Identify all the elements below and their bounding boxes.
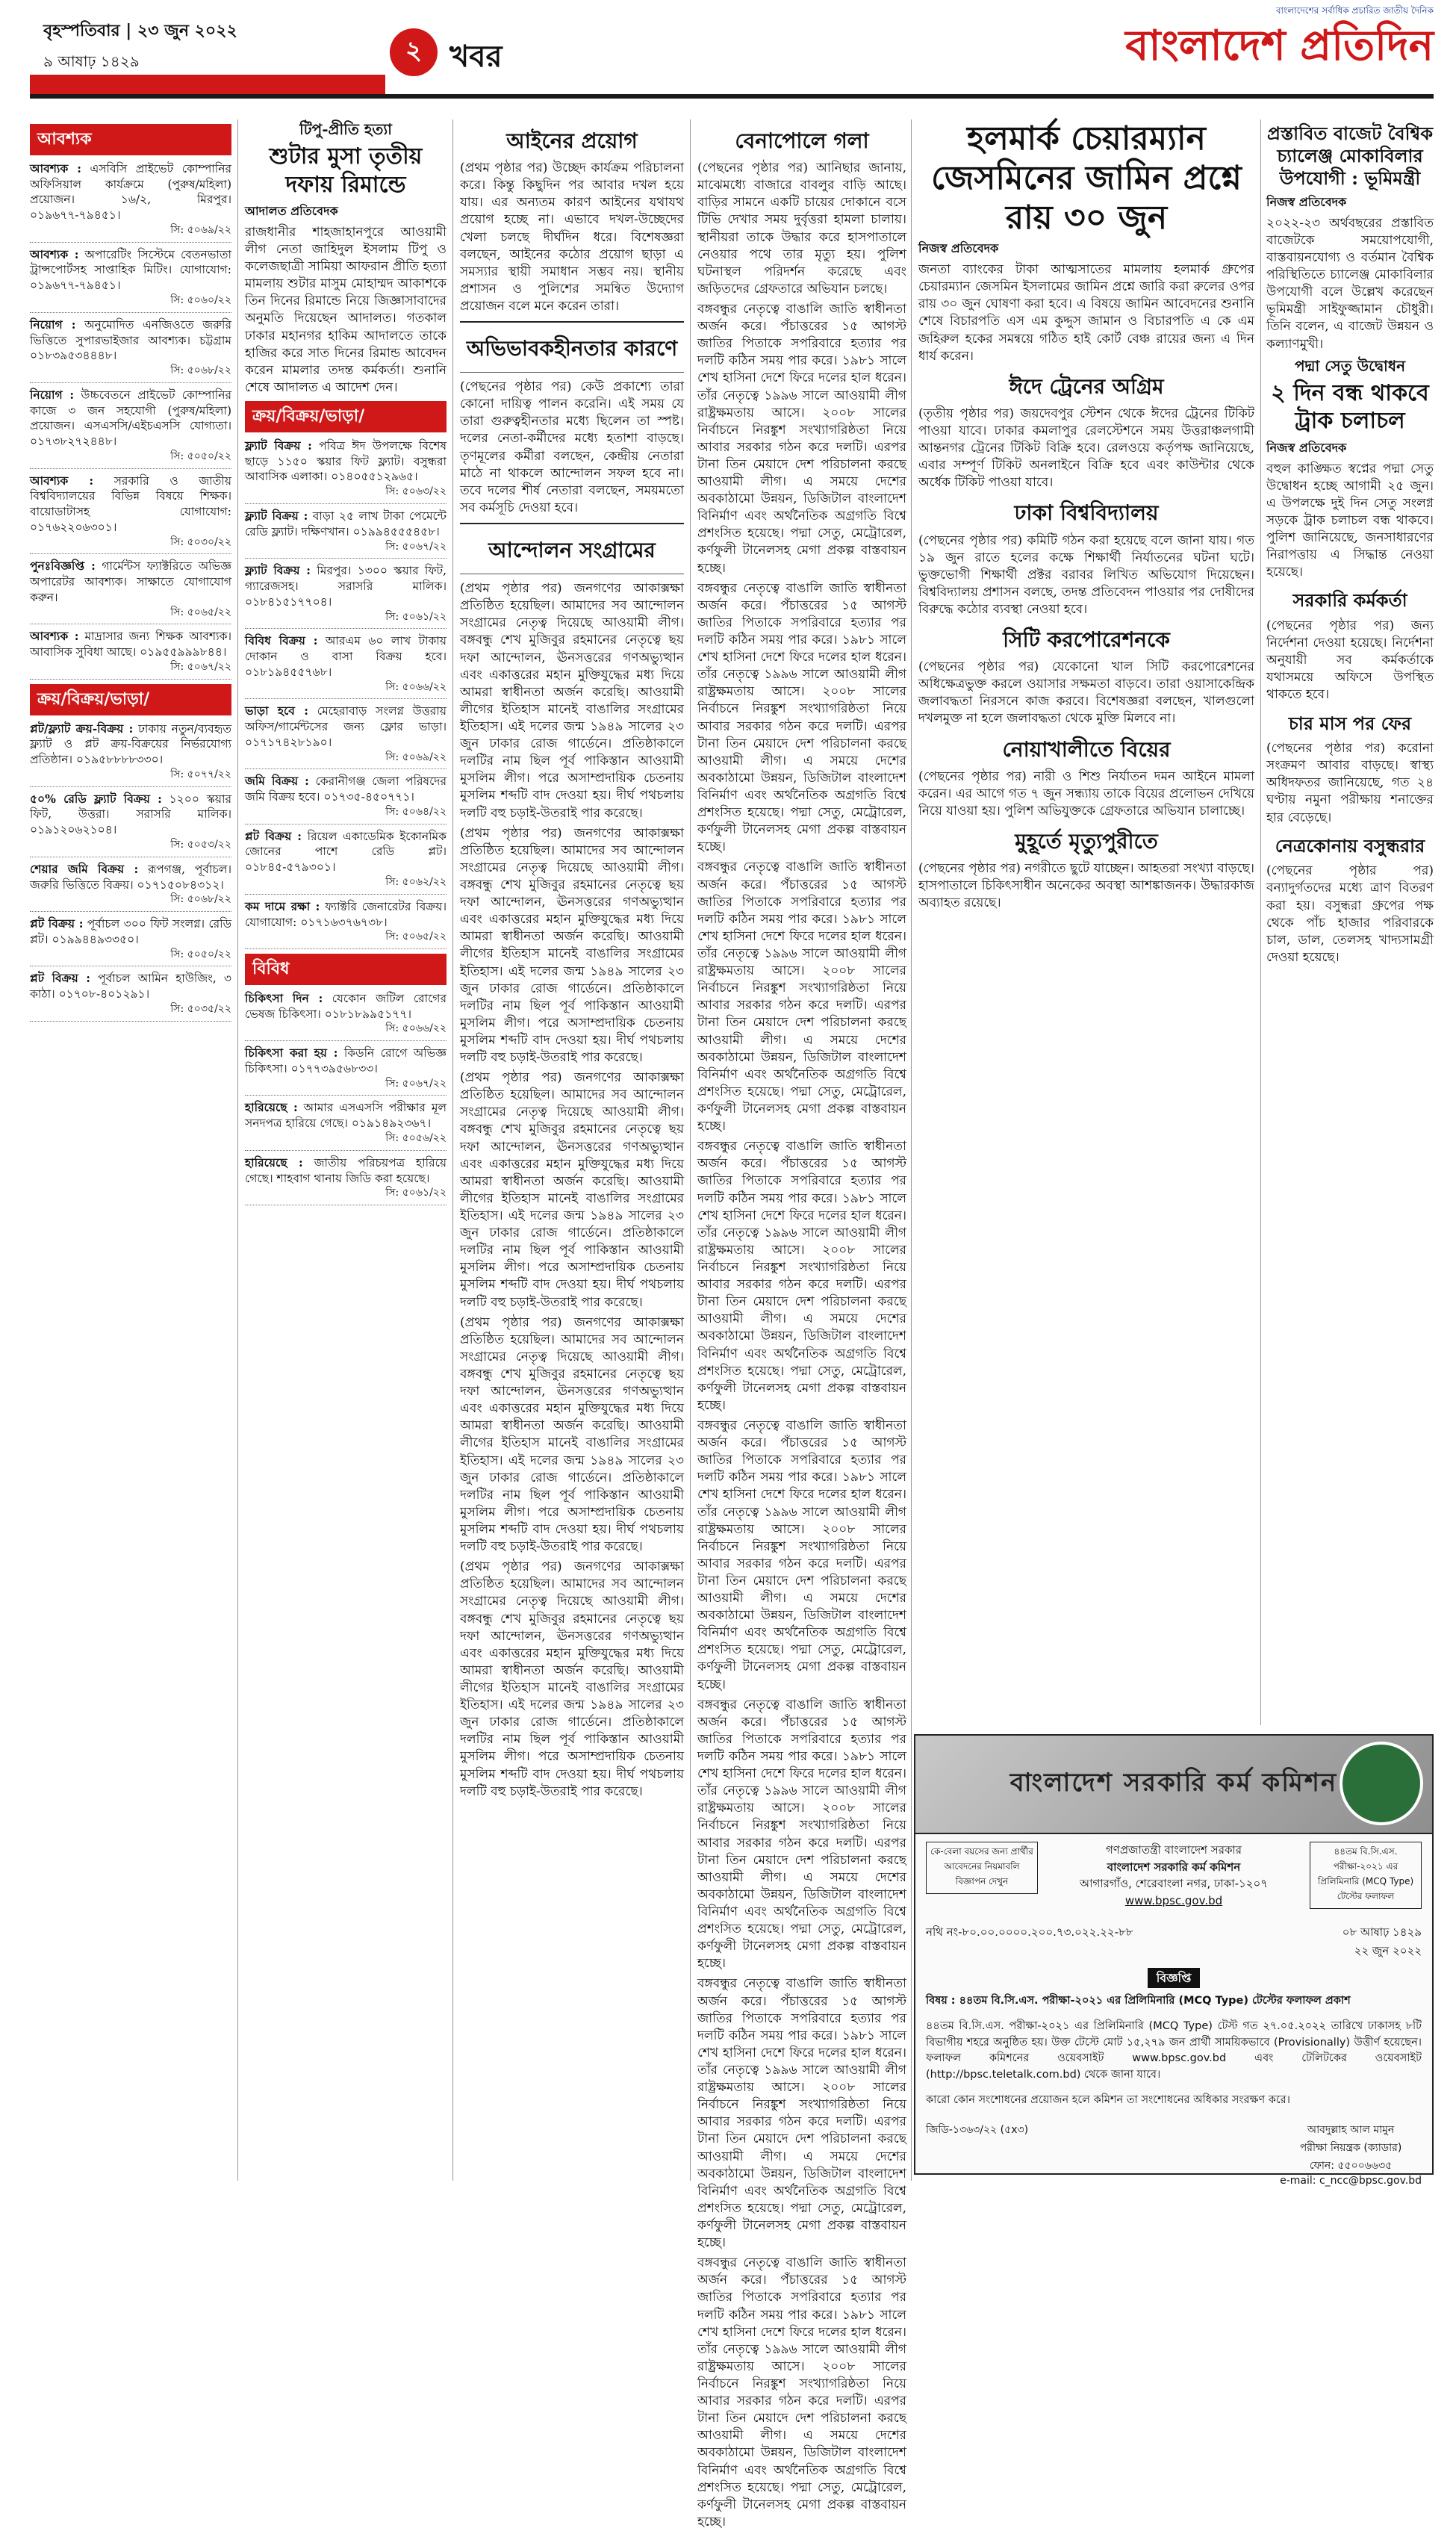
classified-ad: [30, 317, 231, 383]
classified-code: সি: ৫০৬৮/২২: [170, 364, 231, 377]
story-headline: ঈদে ট্রেনের অগ্রিম: [1009, 373, 1164, 399]
classified-lead: আবশ্যক :: [30, 161, 81, 176]
lead-body: জনতা ব্যাংকের টাকা আত্মসাতের মামলায় হলমার্ক গ্রুপের চেয়ারম্যান জেসমিন ইসলামের জামিন প্রশ্নে জারি করা রুলের ওপর রায় ৩০ জুন ঘোষণা করা হবে। এ বিষয়ে জামিন আবেদনের শুনানি শেষে বিচারপতি এস এম কুদ্দুস জামান ও বিচারপতি এ কে এম জহিরুল হকের সমন্বয়ে গঠিত হাই কোর্ট বেঞ্চ রায়ের জন্য এ দিন ধার্য করেন।: [918, 262, 1254, 364]
ad-org-line: বাংলাদেশ সরকারি কর্ম কমিশন: [1107, 1860, 1241, 1874]
classified-text: অপারেটিং সিস্টেমে বেতনভাতা ট্রান্সপোর্টসহ সাপ্তাহিক মিটিং। যোগাযোগ: ০১৯৬৭৭-৭৯৪৫১।: [30, 247, 231, 293]
story-body: ২০২২-২৩ অর্থবছরের প্রস্তাবিত বাজেটকে সময়োপযোগী, বাস্তবায়নযোগ্য ও বর্তমান বৈশ্বিক পরিস্থিতিতে চ্যালেঞ্জ মোকাবিলার উপযোগী বলে উল্লেখ করেছেন ভূমিমন্ত্রী সাইফুজ্জামান চৌধুরী। তিনি বলেন, এ বাজেট উন্নয়ন ও কল্যাণমুখী।: [1266, 215, 1434, 352]
classified-code: সি: ৫০৬৫/২২: [385, 931, 447, 943]
story-body: বঙ্গবন্ধুর নেতৃত্বে বাঙালি জাতি স্বাধীনতা অর্জন করে। পঁচাত্তরের ১৫ আগস্ট জাতির পিতাকে সপরিবারে হত্যার পর দলটি কঠিন সময় পার করে। ১৯৮১ সালে শেখ হাসিনা দেশে ফিরে দলের হাল ধরেন। তাঁর নেতৃত্বে ১৯৯৬ সালে আওয়ামী লীগ রাষ্ট্রক্ষমতায় আসে। ২০০৮ সালের নির্বাচনে নিরঙ্কুশ সংখ্যাগরিষ্ঠতা নিয়ে আবার সরকার গঠন করে দলটি। এরপর টানা তিন মেয়াদে দেশ পরিচালনা করছে আওয়ামী লীগ। এ সময়ে দেশের অবকাঠামো উন্নয়ন, ডিজিটাল বাংলাদেশ বিনির্মাণ এবং অর্থনৈতিক অগ্রগতি বিশ্বে প্রশংসিত হয়েছে। পদ্মা সেতু, মেট্রোরেল, কর্ণফুলী টানেলসহ মেগা প্রকল্প বাস্তবায়ন হচ্ছে।: [697, 2255, 906, 2530]
masthead-tagline: বাংলাদেশের সর্বাধিক প্রচারিত জাতীয় দৈনিক: [1275, 5, 1434, 16]
story-body: (প্রথম পৃষ্ঠার পর) জনগণের আকাক্সক্ষা প্রতিষ্ঠিত হয়েছিল। আমাদের সব আন্দোলন সংগ্রামের নেতৃত্ব দিয়েছে আওয়ামী লীগ। বঙ্গবন্ধু শেখ মুজিবুর রহমানের নেতৃত্বে ছয় দফা আন্দোলন, ঊনসত্তরের গণঅভ্যুত্থান এবং একাত্তরের মহান মুক্তিযুদ্ধের মধ্য দিয়ে আমরা স্বাধীনতা অর্জন করেছি। আওয়ামী লীগের ইতিহাস মানেই বাঙালির সংগ্রামের ইতিহাস। এই দলের জন্ম ১৯৪৯ সালের ২৩ জুন ঢাকার রোজ গার্ডেনে। প্রতিষ্ঠাকালে দলটির নাম ছিল পূর্ব পাকিস্তান আওয়ামী মুসলিম লীগ। পরে অসাম্প্রদায়িক চেতনায় মুসলিম শব্দটি বাদ দেওয়া হয়। দীর্ঘ পথচলায় দলটি বহু চড়াই-উতরাই পার করেছে।: [460, 1314, 684, 1555]
classified-section-heading: বিবিধ: [245, 954, 447, 985]
classified-text: সরকারি ও জাতীয় বিশ্ববিদ্যালয়ের বিভিন্ন বিষয়ে শিক্ষক। বায়োডাটাসহ যোগাযোগ: ০১৭৬২২০৬৩০১।: [30, 473, 231, 534]
classified-code: সি: ৫০৬৭/২২: [385, 540, 447, 553]
classified-code: সি: ৫০৫৩/২২: [170, 839, 231, 851]
story-body: (পেছনের পৃষ্ঠার পর) বন্যাদুর্গতদের মধ্যে ত্রাণ বিতরণ করা হয়। বসুন্ধরা গ্রুপের পক্ষ থেকে পাঁচ হাজার পরিবারকে চাল, ডাল, তেলসহ খাদ্যসামগ্রী দেওয়া হয়েছে।: [1266, 863, 1434, 965]
story-headline: শুটার মুসা তৃতীয় দফায় রিমান্ডে: [269, 143, 423, 198]
column-divider: [690, 119, 691, 2181]
classified-code: সি: ৫০৬৭/২২: [385, 1077, 447, 1090]
ad-memo-number: নথি নং-৮০.০০.০০০০.২০০.৭৩.০২২.২২-৮৮: [926, 1925, 1133, 1939]
classified-lead: নিয়োগ :: [30, 317, 76, 332]
classified-code: সি: ৫০৫০/২২: [170, 450, 231, 462]
story-body: রাজধানীর শাহজাহানপুরে আওয়ামী লীগ নেতা জাহিদুল ইসলাম টিপু ও কলেজছাত্রী সামিয়া আফরান প্রীতি হত্যা মামলায় শুটার মাসুম মোহাম্মদ আকাশকে তিন দিনের রিমান্ডে নিয়ে জিজ্ঞাসাবাদের অনুমতি দিয়েছেন আদালত। গতকাল ঢাকার মহানগর হাকিম আদালতে তাকে হাজির করে সাত দিনের রিমান্ড আবেদন করেন মামলার তদন্ত কর্মকর্তা। শুনানি শেষে আদালত এ আদেশ দেন।: [245, 224, 447, 395]
story-body: বঙ্গবন্ধুর নেতৃত্বে বাঙালি জাতি স্বাধীনতা অর্জন করে। পঁচাত্তরের ১৫ আগস্ট জাতির পিতাকে সপরিবারে হত্যার পর দলটি কঠিন সময় পার করে। ১৯৮১ সালে শেখ হাসিনা দেশে ফিরে দলের হাল ধরেন। তাঁর নেতৃত্বে ১৯৯৬ সালে আওয়ামী লীগ রাষ্ট্রক্ষমতায় আসে। ২০০৮ সালের নির্বাচনে নিরঙ্কুশ সংখ্যাগরিষ্ঠতা নিয়ে আবার সরকার গঠন করে দলটি। এরপর টানা তিন মেয়াদে দেশ পরিচালনা করছে আওয়ামী লীগ। এ সময়ে দেশের অবকাঠামো উন্নয়ন, ডিজিটাল বাংলাদেশ বিনির্মাণ এবং অর্থনৈতিক অগ্রগতি বিশ্বে প্রশংসিত হয়েছে। পদ্মা সেতু, মেট্রোরেল, কর্ণফুলী টানেলসহ মেগা প্রকল্প বাস্তবায়ন হচ্ছে।: [697, 1697, 906, 1972]
classified-lead: প্লট বিক্রয় :: [245, 828, 302, 843]
ad-org-line: গণপ্রজাতন্ত্রী বাংলাদেশ সরকার: [1105, 1843, 1242, 1857]
column-6: [1266, 119, 1434, 1725]
masthead: [1120, 4, 1434, 88]
classified-lead: জমি বিক্রয় :: [245, 774, 309, 789]
story-byline: আদালত প্রতিবেদক: [245, 204, 338, 219]
classified-code: সি: ৫০৬৯/২২: [170, 223, 231, 236]
classified-code: সি: ৫০৬৮/২২: [170, 893, 231, 906]
classified-code: সি: ৫০৬৪/২২: [385, 805, 447, 818]
story-body: (প্রথম পৃষ্ঠার পর) জনগণের আকাক্সক্ষা প্রতিষ্ঠিত হয়েছিল। আমাদের সব আন্দোলন সংগ্রামের নেতৃত্ব দিয়েছে আওয়ামী লীগ। বঙ্গবন্ধু শেখ মুজিবুর রহমানের নেতৃত্বে ছয় দফা আন্দোলন, ঊনসত্তরের গণঅভ্যুত্থান এবং একাত্তরের মহান মুক্তিযুদ্ধের মধ্য দিয়ে আমরা স্বাধীনতা অর্জন করেছি। আওয়ামী লীগের ইতিহাস মানেই বাঙালির সংগ্রামের ইতিহাস। এই দলের জন্ম ১৯৪৯ সালের ২৩ জুন ঢাকার রোজ গার্ডেনে। প্রতিষ্ঠাকালে দলটির নাম ছিল পূর্ব পাকিস্তান আওয়ামী মুসলিম লীগ। পরে অসাম্প্রদায়িক চেতনায় মুসলিম শব্দটি বাদ দেওয়া হয়। দীর্ঘ পথচলায় দলটি বহু চড়াই-উতরাই পার করেছে।: [460, 825, 684, 1066]
classified-lead: কম দামে রক্ষা :: [245, 898, 320, 913]
story-body: (তৃতীয় পৃষ্ঠার পর) জয়দেবপুর স্টেশন থেকে ঈদের ট্রেনের টিকিট পাওয়া যাবে। ঢাকার কমলাপুর রেলস্টেশনে সময় উত্তরাঞ্চলগামী আন্তনগর ট্রেনের টিকিট বিক্রি হবে। রেলওয়ে কর্তৃপক্ষ জানিয়েছে, এবার সম্পূর্ণ টিকিট অনলাইনে বিক্রি হবে এবং কাউন্টার থেকে অর্ধেক টিকিট পাওয়া যাবে।: [918, 406, 1254, 491]
story-headline: নোয়াখালীতে বিয়ের: [1002, 736, 1171, 762]
story-body: বঙ্গবন্ধুর নেতৃত্বে বাঙালি জাতি স্বাধীনতা অর্জন করে। পঁচাত্তরের ১৫ আগস্ট জাতির পিতাকে সপরিবারে হত্যার পর দলটি কঠিন সময় পার করে। ১৯৮১ সালে শেখ হাসিনা দেশে ফিরে দলের হাল ধরেন। তাঁর নেতৃত্বে ১৯৯৬ সালে আওয়ামী লীগ রাষ্ট্রক্ষমতায় আসে। ২০০৮ সালের নির্বাচনে নিরঙ্কুশ সংখ্যাগরিষ্ঠতা নিয়ে আবার সরকার গঠন করে দলটি। এরপর টানা তিন মেয়াদে দেশ পরিচালনা করছে আওয়ামী লীগ। এ সময়ে দেশের অবকাঠামো উন্নয়ন, ডিজিটাল বাংলাদেশ বিনির্মাণ এবং অর্থনৈতিক অগ্রগতি বিশ্বে প্রশংসিত হয়েছে। পদ্মা সেতু, মেট্রোরেল, কর্ণফুলী টানেলসহ মেগা প্রকল্প বাস্তবায়ন হচ্ছে।: [697, 301, 906, 576]
classified-ad: [245, 509, 447, 559]
story-body: (প্রথম পৃষ্ঠার পর) উচ্ছেদ কার্যক্রম পরিচালনা করে। কিন্তু কিছুদিন পর আবার দখল হয়ে যায়। এর অন্যতম কারণ আইনের যথাযথ প্রয়োগ হচ্ছে না। এভাবে দখল-উচ্ছেদের খেলা চলছে দীর্ঘদিন ধরে। বিশেষজ্ঞরা বলছেন, আইনের কঠোর প্রয়োগ ছাড়া এ সমস্যার স্থায়ী সমাধান সম্ভব নয়। স্থানীয় প্রশাসন ও পুলিশের সমন্বিত উদ্যোগ প্রয়োজন বলে মনে করেন তারা।: [460, 161, 684, 314]
classified-ad: [30, 559, 231, 624]
story-headline: নেত্রকোনায় বসুন্ধরার: [1275, 834, 1425, 857]
classified-lead: নিয়োগ :: [30, 387, 75, 402]
classified-ad: [30, 916, 231, 966]
classified-code: সি: ৫০৬০/২২: [170, 294, 231, 307]
classified-code: সি: ৫০৬৭/২২: [170, 661, 231, 674]
classified-text: কিডনি রোগে অভিজ্ঞ চিকিৎসা। ০১৭৭৩৯৫৬৮৩৩।: [245, 1046, 447, 1075]
column-divider: [1260, 119, 1261, 1725]
classified-code: সি: ৫০৩০/২২: [170, 535, 231, 548]
classified-lead: চিকিৎসা দিন :: [245, 990, 323, 1005]
classified-ad: [30, 862, 231, 912]
ad-body: ৪৪তম বি.সি.এস. পরীক্ষা-২০২১ এর প্রিলিমিনারি (MCQ Type) টেস্ট গত ২৭.০৫.২০২২ তারিখে ঢাকাসহ ৮টি বিভাগীয় শহরে অনুষ্ঠিত হয়। উক্ত টেস্টে মোট ১৫,২৭৯ জন প্রার্থী সাময়িকভাবে (Provisionally) উত্তীর্ণ হয়েছেন। ফলাফল কমিশনের ওয়েবসাইট www.bpsc.gov.bd এবং টেলিটকের ওয়েবসাইট (http://bpsc.teletalk.com.bd) থেকে জানা যাবে।: [926, 2019, 1422, 2081]
classified-text: পূর্বাচল আমিন হাউজিং, ৩ কাঠা। ০১৭০৮-৪০১২৯১।: [30, 972, 231, 1001]
classified-text: ফ্যাক্টরি জেনারেটর বিক্রয়। যোগাযোগ: ০১৭১৬৩৭৬৭৩৮।: [245, 899, 447, 929]
column-divider: [452, 119, 453, 2181]
ad-notice-label: বিজ্ঞপ্তি: [1148, 1968, 1201, 1988]
ad-signatory-phone: ফোন: ৫৫০০৬৬৩৫: [1309, 2159, 1393, 2172]
classified-list-misc: [245, 991, 447, 1205]
classified-ad: [245, 829, 447, 895]
story-body: (পেছনের পৃষ্ঠার পর) যেকোনো খাল সিটি করপোরেশনের অধিক্ষেত্রভুক্ত করলে ওয়াসার সক্ষমতা বাড়বে। তারা ওয়াসাকেন্দ্রিক জলাবদ্ধতা নিরসনে কাজ করবে। বিশেষজ্ঞরা বলছেন, খালগুলো দখলমুক্ত না হলে জলাবদ্ধতা থেকে মুক্তি মিলবে না।: [918, 659, 1254, 727]
ad-banner: [915, 1736, 1432, 1834]
ad-left-box: কে-বেলা বয়সের জন্য প্রার্থীর আবেদনের নিয়মাবলি বিজ্ঞাপন দেখুন: [926, 1842, 1038, 1894]
classified-text: গার্মেন্টস ফ্যাক্টরিতে অভিজ্ঞ অপারেটর আবশ্যক। সাক্ষাতে যোগাযোগ করুন।: [30, 559, 231, 604]
classified-text: জাতীয় পরিচয়পত্র হারিয়ে গেছে। শাহবাগ থানায় জিডি করা হয়েছে।: [245, 1155, 447, 1185]
story-body: (পেছনের পৃষ্ঠার পর) কেউ প্রকাশ্যে তারা কোনো দায়িত্ব পালন করেনি। এই সময় যে তারা গুরুত্বহীনতার মধ্যে ছিলেন তা স্পষ্ট। দলের নেতা-কর্মীদের মধ্যে হতাশা বাড়ছে। তৃণমূলের কর্মীরা বলছেন, কেন্দ্রীয় নেতারা মাঠে না থাকলে আন্দোলন সফল হবে না। তবে দলের শীর্ষ নেতারা বলছেন, সময়মতো সব কর্মসূচি দেওয়া হবে।: [460, 379, 684, 515]
story-body: (পেছনের পৃষ্ঠার পর) কমিটি গঠন করা হয়েছে বলে জানা যায়। গত ১৯ জুন রাতে হলের কক্ষে শিক্ষার্থী নির্যাতনের ঘটনা ঘটে। ভুক্তভোগী শিক্ষার্থী প্রক্টর বরাবর লিখিত অভিযোগ দিয়েছেন। বিশ্ববিদ্যালয় প্রশাসন বলছে, তদন্ত প্রতিবেদন পাওয়ার পর দোষীদের বিরুদ্ধে কঠোর ব্যবস্থা নেওয়া হবে।: [918, 532, 1254, 617]
story-headline: বেনাপোলে গলা: [735, 128, 869, 153]
classified-lead: ফ্ল্যাট বিক্রয় :: [245, 563, 311, 578]
classified-code: সি: ৫০৬৯/২২: [385, 751, 447, 763]
story-headline: প্রস্তাবিত বাজেট বৈশ্বিক চ্যালেঞ্জ মোকাবিলার উপযোগী : ভূমিমন্ত্রী: [1266, 122, 1433, 189]
story-kicker: পদ্মা সেতু উদ্বোধন: [1294, 356, 1406, 375]
ad-website-link[interactable]: www.bpsc.gov.bd: [1124, 1893, 1223, 1907]
story-headline: ঢাকা বিশ্ববিদ্যালয়: [1014, 500, 1159, 526]
classified-text: ঢাকায় নতুন/ব্যবহৃত ফ্ল্যাট ও প্লট ক্রয়-বিক্রয়ের নির্ভরযোগ্য প্রতিষ্ঠান। ০১৯৫৮৮৮৮৩৩০।: [30, 721, 231, 767]
classified-lead: ৫০% রেডি ফ্ল্যাট বিক্রয় :: [30, 791, 162, 806]
classified-ad: [245, 899, 447, 949]
story-headline: আইনের প্রয়োগ: [506, 128, 638, 153]
classified-code: সি: ৫০৬২/২২: [385, 875, 447, 888]
classified-ad: [245, 774, 447, 824]
classified-lead: বিবিধ বিক্রয় :: [245, 633, 318, 648]
story-body: (প্রথম পৃষ্ঠার পর) জনগণের আকাক্সক্ষা প্রতিষ্ঠিত হয়েছিল। আমাদের সব আন্দোলন সংগ্রামের নেতৃত্ব দিয়েছে আওয়ামী লীগ। বঙ্গবন্ধু শেখ মুজিবুর রহমানের নেতৃত্বে ছয় দফা আন্দোলন, ঊনসত্তরের গণঅভ্যুত্থান এবং একাত্তরের মহান মুক্তিযুদ্ধের মধ্য দিয়ে আমরা স্বাধীনতা অর্জন করেছি। আওয়ামী লীগের ইতিহাস মানেই বাঙালির সংগ্রামের ইতিহাস। এই দলের জন্ম ১৯৪৯ সালের ২৩ জুন ঢাকার রোজ গার্ডেনে। প্রতিষ্ঠাকালে দলটির নাম ছিল পূর্ব পাকিস্তান আওয়ামী মুসলিম লীগ। পরে অসাম্প্রদায়িক চেতনায় মুসলিম শব্দটি বাদ দেওয়া হয়। দীর্ঘ পথচলায় দলটি বহু চড়াই-উতরাই পার করেছে।: [460, 1070, 684, 1310]
classified-lead: আবশ্যক :: [30, 629, 79, 644]
classified-ad: [245, 704, 447, 769]
classified-text: মাদ্রাসার জন্য শিক্ষক আবশ্যক। আবাসিক সুবিধা আছে। ০১৯৫৫৯৯৯৮৪৪।: [30, 630, 231, 659]
story-headline: অভিভাবকহীনতার কারণে: [466, 336, 678, 361]
story-body: বহুল কাঙ্ক্ষিত স্বপ্নের পদ্মা সেতু উদ্বোধন হচ্ছে আগামী ২৫ জুন। এ উপলক্ষে দুই দিন সেতু সংলগ্ন সড়কে ট্রাক চলাচল বন্ধ থাকবে। পুলিশ জানিয়েছে, জনসাধারণের নিরাপত্তায় এ সিদ্ধান্ত নেওয়া হয়েছে।: [1266, 461, 1434, 580]
classified-text: মেহেরাবাড় সংলগ্ন উত্তরায় অফিস/গার্মেন্টসের জন্য ফ্লোর ভাড়া। ০১৭১৭৪২৮১৯০।: [245, 704, 447, 749]
story-body: (পেছনের পৃষ্ঠার পর) করোনা সংক্রমণ আবার বাড়ছে। স্বাস্থ্য অধিদফতর জানিয়েছে, গত ২৪ ঘণ্টায় নমুনা পরীক্ষায় শনাক্তের হার বেড়েছে।: [1266, 741, 1434, 825]
classified-lead: ফ্ল্যাট বিক্রয় :: [245, 438, 312, 453]
column-5: [918, 119, 1254, 1725]
classified-ad: [245, 1100, 447, 1150]
story-byline: নিজস্ব প্রতিবেদক: [1266, 195, 1347, 209]
classified-ad: [245, 438, 447, 504]
classified-list-sales: [30, 721, 231, 1022]
issue-date: বৃহস্পতিবার | ২৩ জুন ২০২২: [43, 21, 237, 40]
ad-subject: বিষয় : ৪৪তম বি.সি.এস. পরীক্ষা-২০২১ এর প্রিলিমিনারি (MCQ Type) টেস্টের ফলাফল প্রকাশ: [926, 1995, 1351, 2007]
classified-lead: আবশ্যক :: [30, 473, 94, 488]
classified-text: ১২০০ স্কয়ার ফিট, উত্তরা। সরাসরি মালিক। ০১৯১২০৬২১০৪।: [30, 792, 231, 837]
classified-ad: [30, 473, 231, 555]
column-divider: [911, 119, 912, 2181]
story-headline: মুহূর্তে মৃত্যুপুরীতে: [1015, 828, 1158, 854]
ad-email[interactable]: e-mail: c_ncc@bpsc.gov.bd: [1280, 2174, 1422, 2187]
classified-code: সি: ৫০৬১/২২: [385, 610, 447, 623]
column-divider: [237, 119, 238, 2181]
page-number: ২: [390, 28, 438, 76]
ad-banner-text: বাংলাদেশ সরকারি কর্ম কমিশন: [1009, 1767, 1338, 1798]
classified-text: বাড়া ২৫ লাখ টাকা পেমেন্টে রেডি ফ্ল্যাট। দক্ষিণখান। ০১৯৯৪৫৫৫৪৫৮।: [245, 509, 447, 538]
story-headline: সরকারি কর্মকর্তা: [1292, 589, 1407, 612]
classified-section-heading: ক্রয়/বিক্রয়/ভাড়া/: [245, 401, 447, 432]
ad-gd-code: জিডি-১৩৬৩/২২ (৫x৩): [926, 2123, 1029, 2136]
classified-list-property: [245, 438, 447, 949]
classified-lead: হারিয়েছে :: [245, 1155, 303, 1170]
column-4: [697, 119, 906, 2530]
classified-code: সি: ৫০৬১/২২: [385, 1187, 447, 1199]
story-body: (পেছনের পৃষ্ঠার পর) নারী ও শিশু নির্যাতন দমন আইনে মামলা করেন। এর আগে গত ৭ জুন সন্ধ্যায় তাকে বিয়ের প্রলোভন দেখিয়ে নিয়ে যাওয়া হয়। পুলিশ অভিযুক্তকে গ্রেফতারে অভিযান চালাচ্ছে।: [918, 768, 1254, 819]
classified-ad: [30, 971, 231, 1021]
classified-text: আরএম ৬০ লাখ টাকায় দোকান ও বাসা বিক্রয় হবে। ০১৮১৯৪৫৫৭৬৮।: [245, 634, 447, 679]
classified-list-jobs: [30, 161, 231, 680]
classified-lead: প্লট বিক্রয় :: [30, 971, 91, 986]
bpsc-advertisement: [914, 1734, 1434, 2187]
header-rule: [30, 94, 1434, 99]
classified-ad: [245, 1046, 447, 1096]
column-2: [245, 119, 447, 2173]
story-body: (পেছনের পৃষ্ঠার পর) জন্য নির্দেশনা দেওয়া হয়েছে। নির্দেশনা অনুযায়ী সব কর্মকর্তাকে যথাসময়ে অফিসে উপস্থিত থাকতে হবে।: [1266, 618, 1434, 703]
story-byline: নিজস্ব প্রতিবেদক: [1266, 440, 1347, 455]
ad-date: ০৮ আষাঢ় ১৪২৯: [1342, 1925, 1422, 1939]
classified-text: এসবিসি প্রাইভেট কোম্পানির অফিসিয়াল কার্যক্রমে (পুরুষ/মহিলা) প্রয়োজন। ১৬/২, মিরপুর। ০১৯৬৭৭-৭৯৪৫১।: [30, 161, 231, 223]
classified-lead: আবশ্যক :: [30, 246, 79, 261]
classified-text: রূপগঞ্জ, পূর্বাচল। জরুরি ভিত্তিতে বিক্রয়। ০১৭১৫০৮৪৩১২।: [30, 862, 231, 892]
story-body: (পেছনের পৃষ্ঠার পর) নগরীতে ছুটে যাচ্ছেন। আহতরা সংখ্যা বাড়ছে। হাসপাতালে চিকিৎসাধীন অনেকের অবস্থা আশঙ্কাজনক। উদ্ধারকাজ অব্যাহত রয়েছে।: [918, 861, 1254, 911]
classified-text: কেরানীগঞ্জ জেলা পরিষদের জমি বিক্রয় হবে। ০১৭৩৫-৪৫০৭৭১।: [245, 774, 447, 804]
lead-byline: নিজস্ব প্রতিবেদক: [918, 241, 999, 256]
ad-org-line: আগারগাঁও, শেরেবাংলা নগর, ঢাকা-১২০৭: [1079, 1877, 1269, 1890]
classified-ad: [30, 388, 231, 469]
story-kicker: টিপু-প্রীতি হত্যা: [299, 120, 392, 138]
classified-ad: [30, 161, 231, 243]
classified-code: সি: ৫০৬৫/২২: [170, 606, 231, 618]
classified-text: রিয়েল একাডেমিক ইকোনমিক জোনের পাশে রেডি প্লট। ০১৮৪৫-৫৭৯৩০১।: [245, 829, 447, 875]
classified-text: উচ্চবেতনে প্রাইভেট কোম্পানির কাজে ৩ জন সহযোগী (পুরুষ/মহিলা) প্রয়োজন। এসএসসি/এইচএসসি যোগ্যতা। ০১৭৩৮২৭২৪৪৮।: [30, 388, 231, 449]
mujib-100-logo-icon: [1340, 1742, 1423, 1825]
classified-text: অনুমোদিত এনজিওতে জরুরি ভিত্তিতে সুপারভাইজার আবশ্যক। চট্টগ্রাম ০১৮৩৯৫৩৪৪৪৮।: [30, 317, 231, 363]
story-headline: চার মাস পর ফের: [1288, 712, 1412, 734]
classified-ad: [30, 629, 231, 679]
classified-code: সি: ৫০৬৬/২২: [385, 1022, 447, 1035]
section-title: খবর: [449, 39, 503, 74]
ad-signatory-title: পরীক্ষা নিয়ন্ত্রক (ক্যাডার): [1299, 2141, 1402, 2154]
story-body: বঙ্গবন্ধুর নেতৃত্বে বাঙালি জাতি স্বাধীনতা অর্জন করে। পঁচাত্তরের ১৫ আগস্ট জাতির পিতাকে সপরিবারে হত্যার পর দলটি কঠিন সময় পার করে। ১৯৮১ সালে শেখ হাসিনা দেশে ফিরে দলের হাল ধরেন। তাঁর নেতৃত্বে ১৯৯৬ সালে আওয়ামী লীগ রাষ্ট্রক্ষমতায় আসে। ২০০৮ সালের নির্বাচনে নিরঙ্কুশ সংখ্যাগরিষ্ঠতা নিয়ে আবার সরকার গঠন করে দলটি। এরপর টানা তিন মেয়াদে দেশ পরিচালনা করছে আওয়ামী লীগ। এ সময়ে দেশের অবকাঠামো উন্নয়ন, ডিজিটাল বাংলাদেশ বিনির্মাণ এবং অর্থনৈতিক অগ্রগতি বিশ্বে প্রশংসিত হয়েছে। পদ্মা সেতু, মেট্রোরেল, কর্ণফুলী টানেলসহ মেগা প্রকল্প বাস্তবায়ন হচ্ছে।: [697, 1976, 906, 2251]
classified-code: সি: ৫০৭৭/২২: [170, 768, 231, 780]
classified-lead: চিকিৎসা করা হয় :: [245, 1046, 338, 1060]
classified-lead: প্লট বিক্রয় :: [30, 916, 84, 931]
classified-ad: [245, 563, 447, 629]
classified-text: পূর্বাচল ৩০০ ফিট সংলগ্ন। রেডি প্লট। ০১৯৯৪৪৯৩৩৫০।: [30, 917, 231, 946]
classified-section-heading: ক্রয়/বিক্রয়/ভাড়া/: [30, 684, 231, 715]
ad-footer-note: কারো কোন সংশোধনের প্রয়োজন হলে কমিশন তা সংশোধনের অধিকার সংরক্ষণ করে।: [926, 2093, 1290, 2106]
story-body: (পেছনের পৃষ্ঠার পর) আনিছার জানায়, মাঝেমধ্যে বাজারে বাবলুর বাড়ি আছে। বাড়ির সামনে একটি চায়ের দোকানে বসে টিভি দেখার সময় দুর্বৃত্তরা হামলা চালায়। স্থানীয়রা তাকে উদ্ধার করে হাসপাতালে নেওয়ার পথে তার মৃত্যু হয়। পুলিশ ঘটনাস্থল পরিদর্শন করেছে এবং জড়িতদের গ্রেফতারে অভিযান চলছে।: [697, 161, 906, 296]
story-body: বঙ্গবন্ধুর নেতৃত্বে বাঙালি জাতি স্বাধীনতা অর্জন করে। পঁচাত্তরের ১৫ আগস্ট জাতির পিতাকে সপরিবারে হত্যার পর দলটি কঠিন সময় পার করে। ১৯৮১ সালে শেখ হাসিনা দেশে ফিরে দলের হাল ধরেন। তাঁর নেতৃত্বে ১৯৯৬ সালে আওয়ামী লীগ রাষ্ট্রক্ষমতায় আসে। ২০০৮ সালের নির্বাচনে নিরঙ্কুশ সংখ্যাগরিষ্ঠতা নিয়ে আবার সরকার গঠন করে দলটি। এরপর টানা তিন মেয়াদে দেশ পরিচালনা করছে আওয়ামী লীগ। এ সময়ে দেশের অবকাঠামো উন্নয়ন, ডিজিটাল বাংলাদেশ বিনির্মাণ এবং অর্থনৈতিক অগ্রগতি বিশ্বে প্রশংসিত হয়েছে। পদ্মা সেতু, মেট্রোরেল, কর্ণফুলী টানেলসহ মেগা প্রকল্প বাস্তবায়ন হচ্ছে।: [697, 580, 906, 855]
classified-code: সি: ৫০৩৫/২২: [170, 1002, 231, 1015]
classified-text: মিরপুর। ১৩০০ স্কয়ার ফিট, গ্যারেজসহ। সরাসরি মালিক। ০১৮৪১৫১৭৭০৪।: [245, 564, 447, 609]
classified-lead: ভাড়া হবে :: [245, 704, 308, 718]
ad-right-box: ৪৪তম বি.সি.এস. পরীক্ষা-২০২১ এর প্রিলিমিনারি (MCQ Type) টেস্টের ফলাফল: [1310, 1842, 1422, 1909]
classified-text: পবিত্র ঈদ উপলক্ষে বিশেষ ছাড়ে ১১৫০ স্কয়ার ফিট ফ্ল্যাট। বসুন্ধরা আবাসিক এলাকা। ০১৪০৫৫১২৯৬৫।: [245, 438, 447, 484]
classified-lead: প্লট/ফ্ল্যাট ক্রয়-বিক্রয় :: [30, 721, 134, 736]
classified-section-heading: আবশ্যক: [30, 124, 231, 155]
column-3: [460, 119, 684, 2173]
story-headline: সিটি করপোরেশনকে: [1003, 627, 1170, 653]
story-headline: ২ দিন বন্ধ থাকবে ট্রাক চলাচল: [1271, 379, 1429, 435]
page-header: [30, 0, 1434, 125]
classified-text: আমার এসএসসি পরীক্ষার মূল সনদপত্র হারিয়ে গেছে। ০১৯১৪৯২৩৬৭।: [245, 1101, 447, 1131]
classified-lead: শেয়ার জমি বিক্রয় :: [30, 861, 139, 876]
story-body: বঙ্গবন্ধুর নেতৃত্বে বাঙালি জাতি স্বাধীনতা অর্জন করে। পঁচাত্তরের ১৫ আগস্ট জাতির পিতাকে সপরিবারে হত্যার পর দলটি কঠিন সময় পার করে। ১৯৮১ সালে শেখ হাসিনা দেশে ফিরে দলের হাল ধরেন। তাঁর নেতৃত্বে ১৯৯৬ সালে আওয়ামী লীগ রাষ্ট্রক্ষমতায় আসে। ২০০৮ সালের নির্বাচনে নিরঙ্কুশ সংখ্যাগরিষ্ঠতা নিয়ে আবার সরকার গঠন করে দলটি। এরপর টানা তিন মেয়াদে দেশ পরিচালনা করছে আওয়ামী লীগ। এ সময়ে দেশের অবকাঠামো উন্নয়ন, ডিজিটাল বাংলাদেশ বিনির্মাণ এবং অর্থনৈতিক অগ্রগতি বিশ্বে প্রশংসিত হয়েছে। পদ্মা সেতু, মেট্রোরেল, কর্ণফুলী টানেলসহ মেগা প্রকল্প বাস্তবায়ন হচ্ছে।: [697, 860, 906, 1134]
classified-ad: [245, 633, 447, 699]
classified-lead: পুনঃবিজ্ঞপ্তি :: [30, 559, 96, 574]
issue-date-bangla: ৯ আষাঢ় ১৪২৯: [43, 52, 140, 70]
story-body: (প্রথম পৃষ্ঠার পর) জনগণের আকাক্সক্ষা প্রতিষ্ঠিত হয়েছিল। আমাদের সব আন্দোলন সংগ্রামের নেতৃত্ব দিয়েছে আওয়ামী লীগ। বঙ্গবন্ধু শেখ মুজিবুর রহমানের নেতৃত্বে ছয় দফা আন্দোলন, ঊনসত্তরের গণঅভ্যুত্থান এবং একাত্তরের মহান মুক্তিযুদ্ধের মধ্য দিয়ে আমরা স্বাধীনতা অর্জন করেছি। আওয়ামী লীগের ইতিহাস মানেই বাঙালির সংগ্রামের ইতিহাস। এই দলের জন্ম ১৯৪৯ সালের ২৩ জুন ঢাকার রোজ গার্ডেনে। প্রতিষ্ঠাকালে দলটির নাম ছিল পূর্ব পাকিস্তান আওয়ামী মুসলিম লীগ। পরে অসাম্প্রদায়িক চেতনায় মুসলিম শব্দটি বাদ দেওয়া হয়। দীর্ঘ পথচলায় দলটি বহু চড়াই-উতরাই পার করেছে।: [460, 581, 684, 821]
story-body: বঙ্গবন্ধুর নেতৃত্বে বাঙালি জাতি স্বাধীনতা অর্জন করে। পঁচাত্তরের ১৫ আগস্ট জাতির পিতাকে সপরিবারে হত্যার পর দলটি কঠিন সময় পার করে। ১৯৮১ সালে শেখ হাসিনা দেশে ফিরে দলের হাল ধরেন। তাঁর নেতৃত্বে ১৯৯৬ সালে আওয়ামী লীগ রাষ্ট্রক্ষমতায় আসে। ২০০৮ সালের নির্বাচনে নিরঙ্কুশ সংখ্যাগরিষ্ঠতা নিয়ে আবার সরকার গঠন করে দলটি। এরপর টানা তিন মেয়াদে দেশ পরিচালনা করছে আওয়ামী লীগ। এ সময়ে দেশের অবকাঠামো উন্নয়ন, ডিজিটাল বাংলাদেশ বিনির্মাণ এবং অর্থনৈতিক অগ্রগতি বিশ্বে প্রশংসিত হয়েছে। পদ্মা সেতু, মেট্রোরেল, কর্ণফুলী টানেলসহ মেগা প্রকল্প বাস্তবায়ন হচ্ছে।: [697, 1139, 906, 1413]
header-red-bar: [30, 75, 385, 94]
classified-code: সি: ৫০৬৬/২২: [385, 680, 447, 693]
classified-ad: [245, 991, 447, 1041]
classified-ad: [30, 247, 231, 313]
classified-lead: হারিয়েছে :: [245, 1100, 298, 1115]
ad-date: ২২ জুন ২০২২: [1354, 1944, 1422, 1957]
masthead-logo: বাংলাদেশ প্রতিদিন: [1125, 21, 1434, 70]
classified-ad: [30, 721, 231, 787]
classified-ad: [245, 1155, 447, 1205]
story-body: বঙ্গবন্ধুর নেতৃত্বে বাঙালি জাতি স্বাধীনতা অর্জন করে। পঁচাত্তরের ১৫ আগস্ট জাতির পিতাকে সপরিবারে হত্যার পর দলটি কঠিন সময় পার করে। ১৯৮১ সালে শেখ হাসিনা দেশে ফিরে দলের হাল ধরেন। তাঁর নেতৃত্বে ১৯৯৬ সালে আওয়ামী লীগ রাষ্ট্রক্ষমতায় আসে। ২০০৮ সালের নির্বাচনে নিরঙ্কুশ সংখ্যাগরিষ্ঠতা নিয়ে আবার সরকার গঠন করে দলটি। এরপর টানা তিন মেয়াদে দেশ পরিচালনা করছে আওয়ামী লীগ। এ সময়ে দেশের অবকাঠামো উন্নয়ন, ডিজিটাল বাংলাদেশ বিনির্মাণ এবং অর্থনৈতিক অগ্রগতি বিশ্বে প্রশংসিত হয়েছে। পদ্মা সেতু, মেট্রোরেল, কর্ণফুলী টানেলসহ মেগা প্রকল্প বাস্তবায়ন হচ্ছে।: [697, 1417, 906, 1692]
story-body: (প্রথম পৃষ্ঠার পর) জনগণের আকাক্সক্ষা প্রতিষ্ঠিত হয়েছিল। আমাদের সব আন্দোলন সংগ্রামের নেতৃত্ব দিয়েছে আওয়ামী লীগ। বঙ্গবন্ধু শেখ মুজিবুর রহমানের নেতৃত্বে ছয় দফা আন্দোলন, ঊনসত্তরের গণঅভ্যুত্থান এবং একাত্তরের মহান মুক্তিযুদ্ধের মধ্য দিয়ে আমরা স্বাধীনতা অর্জন করেছি। আওয়ামী লীগের ইতিহাস মানেই বাঙালির সংগ্রামের ইতিহাস। এই দলের জন্ম ১৯৪৯ সালের ২৩ জুন ঢাকার রোজ গার্ডেনে। প্রতিষ্ঠাকালে দলটির নাম ছিল পূর্ব পাকিস্তান আওয়ামী মুসলিম লীগ। পরে অসাম্প্রদায়িক চেতনায় মুসলিম শব্দটি বাদ দেওয়া হয়। দীর্ঘ পথচলায় দলটি বহু চড়াই-উতরাই পার করেছে।: [460, 1559, 684, 1799]
classified-code: সি: ৫০৫০/২২: [170, 948, 231, 960]
classified-ad: [30, 792, 231, 857]
lead-headline: হলমার্ক চেয়ারম্যান জেসমিনের জামিন প্রশ্নে রায় ৩০ জুন: [931, 119, 1242, 237]
ad-signatory-name: আবদুল্লাহ আল মামুন: [1307, 2123, 1395, 2136]
classifieds-column: [30, 119, 231, 2173]
classified-text: যেকোন জটিল রোগের ভেষজ চিকিৎসা। ০১৮১৮৯৯৫১৭৭।: [245, 991, 447, 1021]
classified-code: সি: ৫০৬৩/২২: [385, 485, 447, 498]
classified-code: সি: ৫০৫৬/২২: [385, 1132, 447, 1145]
classified-lead: ফ্ল্যাট বিক্রয় :: [245, 508, 308, 523]
story-headline: আন্দোলন সংগ্রামের: [488, 538, 656, 563]
